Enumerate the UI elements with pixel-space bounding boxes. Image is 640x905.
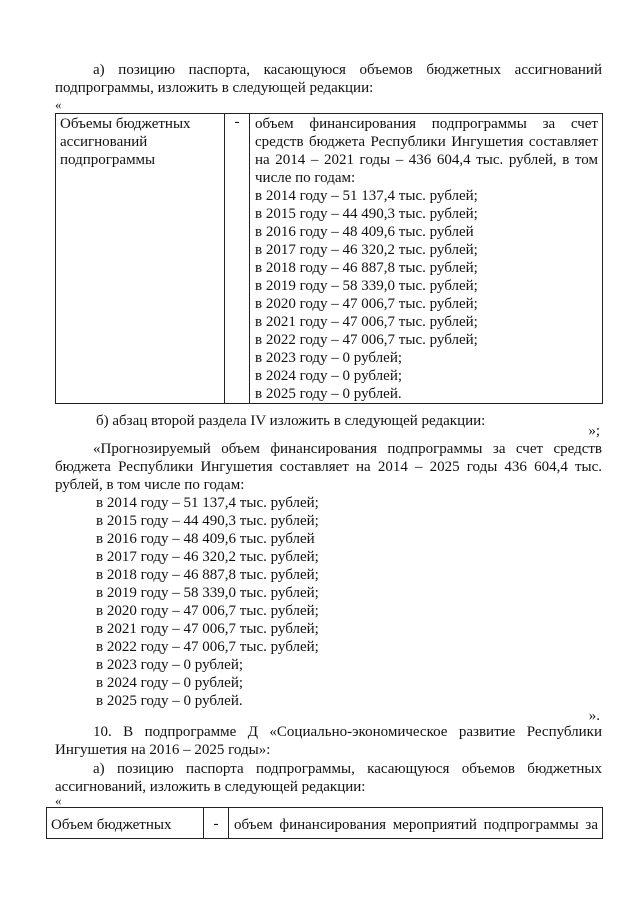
year-line: в 2014 году – 51 137,4 тыс. рублей; xyxy=(96,495,319,511)
year-line: в 2025 году – 0 рублей. xyxy=(96,693,243,709)
table-cell-name: Объем бюджетных xyxy=(47,808,204,839)
year-line: в 2022 году – 47 006,7 тыс. рублей; xyxy=(255,332,478,348)
year-list xyxy=(255,187,598,403)
funding-intro: объем финансирования подпрограммы за счет средств бюджета Республики Ингушетия составляет на 2014 – 2021 годы – 436 604,4 тыс. рублей, в том числе по годам: xyxy=(255,116,598,186)
year-line: в 2014 году – 51 137,4 тыс. рублей; xyxy=(255,188,478,204)
passport-table-1 xyxy=(55,113,603,404)
year-line: в 2018 году – 46 887,8 тыс. рублей; xyxy=(96,567,319,583)
forecast-paragraph: «Прогнозируемый объем финансирования подпрограммы за счет средств бюджета Республики Ингушетия составляет на 2014 – 2025 годы 436 604,4 тыс. рублей, в том числе по годам: xyxy=(55,441,602,493)
year-line: в 2021 году – 47 006,7 тыс. рублей; xyxy=(255,314,478,330)
year-line: в 2025 году – 0 рублей. xyxy=(255,386,402,402)
table-cell-dash: - xyxy=(225,114,250,404)
close-quote: ». xyxy=(588,708,600,724)
table-cell-dash: - xyxy=(204,808,229,839)
passport-table-2 xyxy=(46,807,603,839)
paragraph-a: а) позицию паспорта, касающуюся объемов бюджетных ассигнований подпрограммы, изложить в следующей редакции: xyxy=(55,62,602,96)
table-cell-value xyxy=(250,114,603,404)
table-cell-name: Объемы бюджетных ассигнований подпрограммы xyxy=(56,114,225,404)
year-line: в 2023 году – 0 рублей; xyxy=(255,350,403,366)
year-line: в 2021 году – 47 006,7 тыс. рублей; xyxy=(96,621,319,637)
year-line: в 2024 году – 0 рублей; xyxy=(96,675,244,691)
paragraph-10: 10. В подпрограмме Д «Социально-экономическое развитие Республики Ингушетия на 2016 – 2025 годы»: xyxy=(55,724,602,758)
year-line: в 2017 году – 46 320,2 тыс. рублей; xyxy=(255,242,478,258)
year-line: в 2020 году – 47 006,7 тыс. рублей; xyxy=(96,603,319,619)
table-row xyxy=(47,808,603,839)
year-line: в 2017 году – 46 320,2 тыс. рублей; xyxy=(96,549,319,565)
year-line: в 2023 году – 0 рублей; xyxy=(96,657,244,673)
open-quote: « xyxy=(55,97,62,112)
open-quote: « xyxy=(55,793,62,808)
forecast-year-list xyxy=(96,494,319,710)
year-line: в 2015 году – 44 490,3 тыс. рублей; xyxy=(255,206,478,222)
year-line: в 2016 году – 48 409,6 тыс. рублей xyxy=(96,531,315,547)
year-line: в 2018 году – 46 887,8 тыс. рублей; xyxy=(255,260,478,276)
close-quote: »; xyxy=(588,423,600,439)
year-line: в 2019 году – 58 339,0 тыс. рублей; xyxy=(255,278,478,294)
year-line: в 2024 году – 0 рублей; xyxy=(255,368,403,384)
table-cell-value: объем финансирования мероприятий подпрограммы за xyxy=(229,808,603,839)
year-line: в 2020 году – 47 006,7 тыс. рублей; xyxy=(255,296,478,312)
year-line: в 2015 году – 44 490,3 тыс. рублей; xyxy=(96,513,319,529)
year-line: в 2022 году – 47 006,7 тыс. рублей; xyxy=(96,639,319,655)
paragraph-a2: а) позицию паспорта подпрограммы, касающуюся объемов бюджетных ассигнований, изложить в следующей редакции: xyxy=(55,761,602,795)
paragraph-b: б) абзац второй раздела IV изложить в следующей редакции: xyxy=(96,413,486,429)
table-row xyxy=(56,114,603,404)
year-line: в 2019 году – 58 339,0 тыс. рублей; xyxy=(96,585,319,601)
year-line: в 2016 году – 48 409,6 тыс. рублей xyxy=(255,224,474,240)
